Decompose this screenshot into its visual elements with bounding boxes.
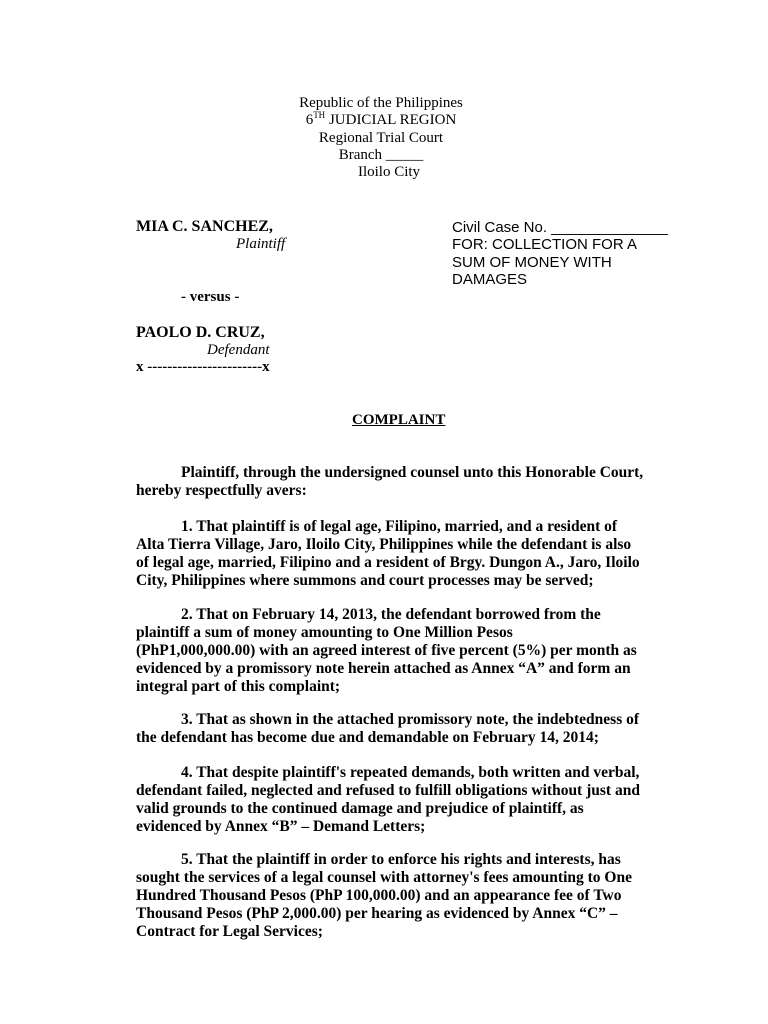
- plaintiff-name: MIA C. SANCHEZ,: [136, 218, 273, 235]
- header-republic: Republic of the Philippines: [299, 95, 463, 111]
- text-line: the defendant has become due and demandable on February 14, 2014;: [136, 729, 599, 746]
- defendant-role: Defendant: [207, 342, 270, 358]
- text-line: City, Philippines where summons and court processes may be served;: [136, 572, 594, 589]
- document-title: COMPLAINT: [352, 412, 446, 428]
- text-line: 4. That despite plaintiff's repeated demands, both written and verbal,: [181, 764, 640, 781]
- allegation-paragraph-3: [136, 711, 679, 747]
- text-line: of legal age, married, Filipino and a resident of Brgy. Dungon A., Jaro, Iloilo: [136, 554, 640, 571]
- header-judicial-region: [0, 112, 765, 129]
- case-nature-line-2: SUM OF MONEY WITH: [452, 254, 612, 271]
- text-line: plaintiff a sum of money amounting to One Million Pesos: [136, 624, 513, 641]
- allegation-paragraph-5: [136, 851, 679, 941]
- text-line: Plaintiff, through the undersigned counsel unto this Honorable Court,: [181, 464, 644, 481]
- header-region-superscript: TH: [313, 110, 326, 120]
- text-line: Contract for Legal Services;: [136, 923, 323, 940]
- text-line: evidenced by Annex “B” – Demand Letters;: [136, 818, 426, 835]
- text-line: sought the services of a legal counsel with attorney's fees amounting to One: [136, 869, 632, 886]
- header-region-text: JUDICIAL REGION: [325, 112, 457, 128]
- versus-label: - versus -: [181, 289, 240, 305]
- header-region-number: 6: [305, 112, 314, 128]
- allegation-paragraph-2: [136, 606, 679, 696]
- header-branch: Branch _____: [338, 147, 424, 163]
- text-line: integral part of this complaint;: [136, 678, 341, 695]
- intro-paragraph: [136, 464, 679, 500]
- defendant-name: PAOLO D. CRUZ,: [136, 324, 265, 341]
- text-line: Hundred Thousand Pesos (PhP 100,000.00) and an appearance fee of Two: [136, 887, 622, 904]
- text-line: 5. That the plaintiff in order to enforce his rights and interests, has: [181, 851, 621, 868]
- text-line: evidenced by a promissory note herein attached as Annex “A” and form an: [136, 660, 631, 677]
- text-line: defendant failed, neglected and refused to fulfill obligations without just and: [136, 782, 640, 799]
- allegation-paragraph-4: [136, 764, 679, 836]
- text-line: Thousand Pesos (PhP 2,000.00) per hearing as evidenced by Annex “C” –: [136, 905, 618, 922]
- text-line: hereby respectfully avers:: [136, 482, 307, 499]
- case-nature-line-3: DAMAGES: [452, 271, 528, 288]
- text-line: 2. That on February 14, 2013, the defendant borrowed from the: [181, 606, 601, 623]
- caption-separator: x -----------------------x: [136, 359, 270, 375]
- header-court: Regional Trial Court: [318, 130, 444, 146]
- text-line: 3. That as shown in the attached promissory note, the indebtedness of: [181, 711, 640, 728]
- civil-case-number: Civil Case No. ______________: [452, 219, 668, 236]
- text-line: valid grounds to the continued damage and prejudice of plaintiff, as: [136, 800, 584, 817]
- case-nature-line-1: FOR: COLLECTION FOR A: [452, 236, 638, 253]
- text-line: (PhP1,000,000.00) with an agreed interest of five percent (5%) per month as: [136, 642, 637, 659]
- plaintiff-role: Plaintiff: [236, 236, 286, 252]
- allegation-paragraph-1: [136, 518, 679, 590]
- header-city: Iloilo City: [357, 164, 421, 180]
- text-line: Alta Tierra Village, Jaro, Iloilo City, Philippines while the defendant is also: [136, 536, 632, 553]
- text-line: 1. That plaintiff is of legal age, Filipino, married, and a resident of: [181, 518, 618, 535]
